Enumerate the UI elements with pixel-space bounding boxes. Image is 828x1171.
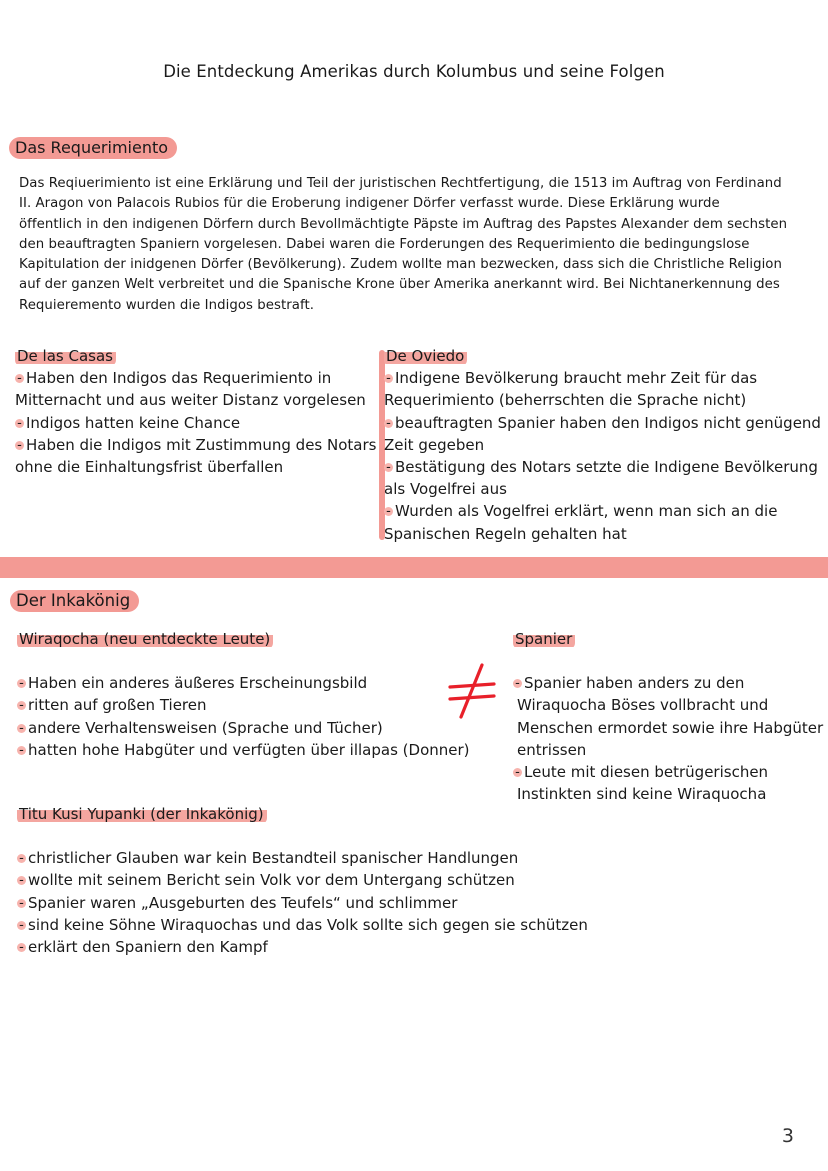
list-item: - Bestätigung des Notars setzte die Indigene Bevölkerung [384,456,824,478]
requerimiento-paragraph [19,174,809,316]
list-item: - erklärt den Spaniern den Kampf [17,936,717,958]
bullet-icon: - [17,701,26,710]
bullet-icon: - [15,419,24,428]
bullet-icon: - [513,679,522,688]
list-item-continuation: ohne die Einhaltungsfrist überfallen [15,458,284,477]
paragraph-line: öffentlich in den indigenen Dörfern durch Bevollmächtigte Päpste im Auftrag des Papstes Alexander dem sechsten [19,216,788,232]
list-item: - Indigene Bevölkerung braucht mehr Zeit für das [384,367,824,389]
paragraph-line: Requieremento wurden die Indigos bestraft. [19,297,314,313]
paragraph-line: den beauftragten Spaniern vorgelesen. Dabei waren die Forderungen des Requerimiento die bedingungslose [19,236,750,252]
bullet-icon: - [17,899,26,908]
oviedo-column [384,345,824,545]
bullet-icon: - [15,441,24,450]
list-item: - Wurden als Vogelfrei erklärt, wenn man sich an die [384,500,824,522]
wiraqocha-heading: Wiraqocha (neu entdeckte Leute) [17,629,273,649]
titu-heading: Titu Kusi Yupanki (der Inkakönig) [17,804,267,824]
casas-heading: De las Casas [15,346,116,366]
list-item: - Haben ein anderes äußeres Erscheinungsbild [17,672,487,694]
list-item-continuation: Requerimiento (beherrschten die Sprache nicht) [384,391,747,410]
titu-column [17,803,717,958]
bullet-icon: - [384,507,393,516]
paragraph-line: Das Reqiuerimiento ist eine Erklärung und Teil der juristischen Rechtfertigung, die 1513 im Auftrag von Ferdinand [19,176,782,191]
list-item: - christlicher Glauben war kein Bestandteil spanischer Handlungen [17,847,717,869]
bullet-icon: - [17,854,26,863]
bullet-icon: - [513,768,522,777]
bullet-icon: - [384,374,393,383]
list-item-continuation: Menschen ermordet sowie ihre Habgüter [517,718,824,737]
list-item: - Haben den Indigos das Requerimiento in [15,367,380,389]
list-item-continuation: Instinkten sind keine Wiraquocha [517,785,767,804]
bullet-icon: - [17,921,26,930]
bullet-icon: - [17,746,26,755]
oviedo-heading: De Oviedo [384,346,467,366]
paragraph-line: II. Aragon von Palacois Rubios für die Eroberung indigener Dörfer verfasst wurde. Diese Erklärung wurde [19,196,720,212]
list-item: - sind keine Söhne Wiraquochas und das Volk sollte sich gegen sie schützen [17,914,717,936]
list-item: - Spanier waren „Ausgeburten des Teufels“ und schlimmer [17,892,717,914]
bullet-icon: - [384,463,393,472]
section-heading-label: Das Requerimiento [9,137,177,159]
list-item: - beauftragten Spanier haben den Indigos nicht genügend [384,412,824,434]
list-item-continuation: entrissen [517,740,587,759]
list-item: - ritten auf großen Tieren [17,694,487,716]
paragraph-line: Kapitulation der inidgenen Dörfer (Bevölkerung). Zudem wollte man bezwecken, dass sich die Christliche Religion [19,257,782,273]
list-item: - wollte mit seinem Bericht sein Volk vor dem Untergang schützen [17,869,717,891]
list-item: - Haben die Indigos mit Zustimmung des Notars [15,434,380,456]
spanier-heading: Spanier [513,629,575,649]
bullet-icon: - [15,374,24,383]
page-number: 3 [781,1125,794,1147]
list-item-continuation: als Vogelfrei aus [384,480,507,499]
list-item: - andere Verhaltensweisen (Sprache und Tücher) [17,717,487,739]
list-item: - Spanier haben anders zu den [513,672,825,694]
section-heading-label: Der Inkakönig [10,590,139,612]
page-title: Die Entdeckung Amerikas durch Kolumbus und seine Folgen [163,62,665,81]
not-equal-icon [448,662,496,720]
bullet-icon: - [17,943,26,952]
spanier-column [513,628,825,805]
list-item-continuation: Spanischen Regeln gehalten hat [384,524,627,543]
list-item: - Leute mit diesen betrügerischen [513,761,825,783]
bullet-icon: - [384,419,393,428]
list-item: - Indigos hatten keine Chance [15,412,380,434]
section-heading-inkakoenig [10,590,139,612]
list-item: - hatten hohe Habgüter und verfügten über illapas (Donner) [17,739,487,761]
bullet-icon: - [17,679,26,688]
wiraqocha-column [17,628,487,761]
section-divider-band [0,557,828,578]
list-item-continuation: Mitternacht und aus weiter Distanz vorgelesen [15,391,366,410]
bullet-icon: - [17,724,26,733]
bullet-icon: - [17,876,26,885]
list-item-continuation: Zeit gegeben [384,435,485,454]
section-heading-requerimiento [9,137,177,159]
casas-column [15,345,380,478]
list-item-continuation: Wiraquocha Böses vollbracht und [517,696,769,715]
paragraph-line: auf der ganzen Welt verbreitet und die Spanische Krone über Amerika anerkannt wird. Bei Nichtanerkennung des [19,277,780,293]
